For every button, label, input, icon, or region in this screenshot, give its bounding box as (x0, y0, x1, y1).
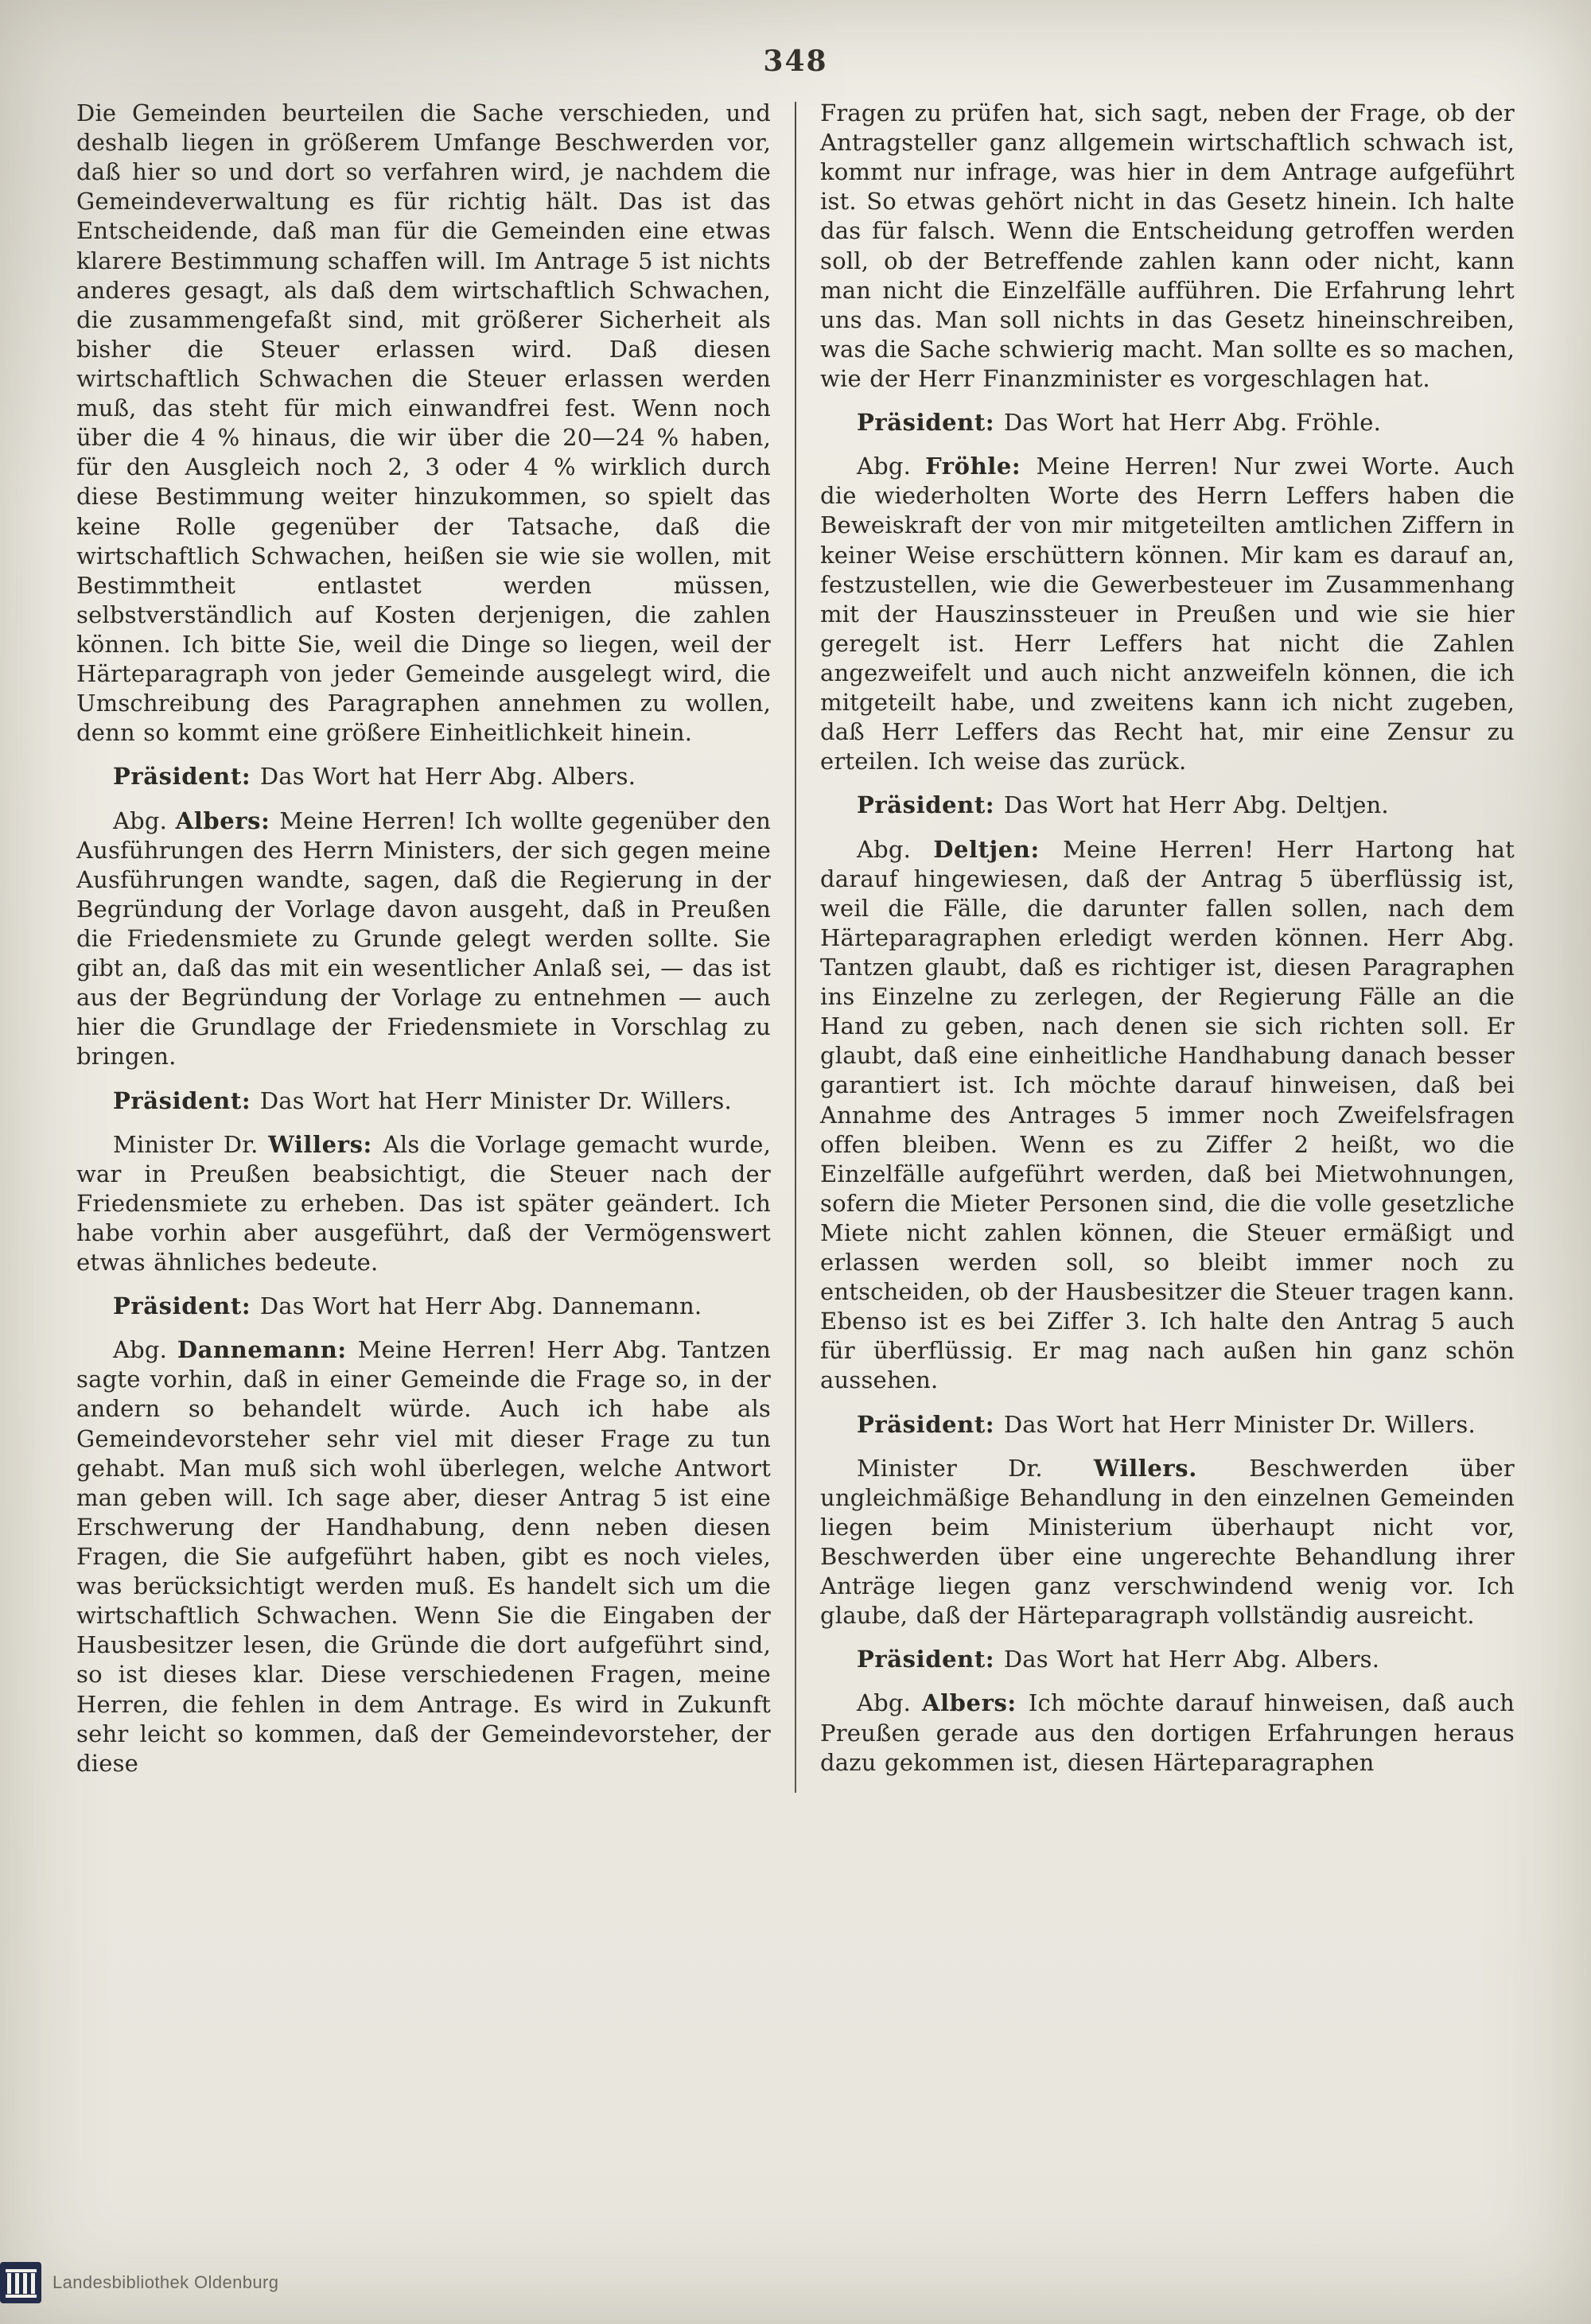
paragraph: Abg. Albers: Ich möchte darauf hinweisen, daß auch Preußen gerade aus den dortigen Erfahrungen heraus dazu gekommen ist, diesen Härteparagraphen (820, 1689, 1515, 1776)
paragraph: Präsident: Das Wort hat Herr Abg. Dannemann. (113, 1292, 702, 1320)
speaker-name: Präsident: (857, 409, 1004, 437)
speaker-name: Präsident: (857, 1410, 1004, 1438)
paragraph: Präsident: Das Wort hat Herr Abg. Fröhle. (857, 409, 1382, 437)
speaker-name: Fröhle: (925, 453, 1037, 480)
paragraph: Abg. Fröhle: Meine Herren! Nur zwei Worte. Auch die wiederholten Worte des Herrn Leffers haben die Beweiskraft der von mir mitgeteilten amtlichen Ziffern in keiner Weise erschüttern können. Mir kam es darauf an, festzustellen, wie die Gewerbesteuer im Zusammenhang mit der Hauszinssteuer in Preußen und wie sie hier geregelt ist. Herr Leffers hat nicht die Zahlen angezweifelt und auch nicht anzweifeln können, die ich mitgeteilt habe, und zweitens kann ich nicht zugeben, daß Herr Leffers das Recht hat, mir eine Zensur zu erteilen. Ich weise das zurück. (820, 453, 1515, 775)
left-column (76, 99, 771, 1793)
paragraph: Präsident: Das Wort hat Herr Minister Dr. Willers. (113, 1086, 732, 1114)
speaker-name: Deltjen: (933, 835, 1064, 863)
speaker-prefix: Abg. (857, 1689, 922, 1717)
column-divider (795, 102, 796, 1793)
speaker-prefix: Abg. (113, 806, 176, 834)
speaker-name: Präsident: (857, 791, 1004, 819)
speaker-name: Albers: (921, 1689, 1029, 1717)
speaker-prefix: Abg. (857, 835, 934, 863)
paragraph: Abg. Albers: Meine Herren! Ich wollte gegenüber den Ausführungen des Herrn Ministers, der sich gegen meine Ausführungen wandte, sagen, daß die Regierung in der Begründung der Vorlage davon ausgeht, daß in Preußen die Friedensmiete zu Grunde gelegt werden sollte. Sie gibt an, daß das mit ein wesentlicher Anlaß sei, — das ist aus der Begründung der Vorlage zu entnehmen — auch hier die Grundlage der Friedensmiete in Vorschlag zu bringen. (76, 806, 771, 1071)
paragraph: Die Gemeinden beurteilen die Sache verschieden, und deshalb liegen in größerem Umfange Beschwerden vor, daß hier so und dort so verfahren wird, je nachdem die Gemeindeverwaltung es für richtig hält. Das ist das Entscheidende, daß man für die Gemeinden eine etwas klarere Bestimmung schaffen will. Im Antrage 5 ist nichts anderes gesagt, als daß dem wirtschaftlich Schwachen, die zusammengefaßt sind, mit größerer Sicherheit als bisher die Steuer erlassen wird. Daß diesen wirtschaftlich Schwachen die Steuer erlassen werden muß, das steht für mich einwandfrei fest. Wenn noch über die 4 % hinaus, die wir über die 20—24 % haben, für den Ausgleich noch 2, 3 oder 4 % wirklich durch diese Bestimmung weiter hinzukommen, so spielt das keine Rolle gegenüber der Tatsache, daß die wirtschaftlich Schwachen, heißen sie wie sie wollen, mit Bestimmtheit entlastet werden müssen, selbstverständlich auf Kosten derjenigen, die zahlen können. Ich bitte Sie, weil die Dinge so liegen, weil der Härteparagraph von jeder Gemeinde ausgelegt wird, die Umschreibung des Paragraphen annehmen zu wollen, denn so kommt eine größere Einheitlichkeit hinein. (76, 99, 771, 747)
paragraph: Abg. Dannemann: Meine Herren! Herr Abg. Tantzen sagte vorhin, daß in einer Gemeinde die Frage so, in der andern so behandelt würde. Auch ich habe als Gemeindevorsteher sehr viel mit dieser Frage zu tun gehabt. Man muß sich wohl überlegen, welche Antwort man geben will. Ich sage aber, dieser Antrag 5 ist eine Erschwerung der Handhabung, denn neben diesen Fragen, die Sie aufgeführt haben, gibt es noch vieles, was berücksichtigt werden muß. Es handelt sich um die wirtschaftlich Schwachen. Wenn Sie die Eingaben der Hausbesitzer lesen, die Gründe die dort aufgeführt sind, so ist dieses klar. Diese verschiedenen Fragen, meine Herren, die fehlen in dem Antrage. Es wird in Zukunft sehr leicht so kommen, daß der Gemeindevorsteher, der diese (76, 1336, 772, 1777)
right-column (820, 99, 1515, 1793)
paragraph: Präsident: Das Wort hat Herr Abg. Albers. (113, 763, 636, 791)
paragraph: Abg. Deltjen: Meine Herren! Herr Hartong hat darauf hingewiesen, daß der Antrag 5 überflüssig ist, weil die Fälle, die darunter fallen sollen, nach dem Härteparagraphen erledigt werden können. Herr Abg. Tantzen glaubt, daß es richtiger ist, diesen Paragraphen ins Einzelne zu zerlegen, der Regierung Fälle an die Hand zu geben, nach denen sie sich richten soll. Er glaubt, daß eine einheitliche Handhabung danach besser garantiert ist. Ich möchte darauf hinweisen, daß bei Annahme des Antrages 5 immer noch Zweifelsfragen offen bleiben. Wenn es zu Ziffer 2 heißt, wo die Einzelfälle aufgeführt werden, daß bei Mietwohnungen, sofern die Mieter Personen sind, die die volle gesetzliche Miete nicht zahlen können, die Steuer ermäßigt und erlassen werden soll, so bleibt immer noch zu entscheiden, ob der Hausbesitzer die Steuer tragen kann. Ebenso ist es bei Ziffer 3. Ich halte den Antrag 5 auch für überflüssig. Er mag nach außen hin ganz schön aussehen. (820, 835, 1515, 1394)
speaker-name: Albers: (175, 806, 280, 834)
speaker-name: Präsident: (113, 1086, 260, 1114)
speaker-prefix: Abg. (113, 1336, 177, 1364)
speaker-prefix: Minister Dr. (857, 1454, 1094, 1482)
paragraph: Präsident: Das Wort hat Herr Abg. Albers. (857, 1646, 1380, 1673)
paragraph: Fragen zu prüfen hat, sich sagt, neben der Frage, ob der Antragsteller ganz allgemein wirtschaftlich schwach ist, kommt nur infrage, was hier in dem Antrage aufgeführt ist. So etwas gehört nicht in das Gesetz hinein. Ich halte das für falsch. Wenn die Entscheidung getroffen werden soll, ob der Betreffende zahlen kann oder nicht, kann man nicht die Einzelfälle aufführen. Die Erfahrung lehrt uns das. Man soll nichts in das Gesetz hineinschreiben, was die Sache schwierig macht. Man sollte es so machen, wie der Herr Finanzminister es vorgeschlagen hat. (820, 99, 1515, 392)
paragraph: Präsident: Das Wort hat Herr Minister Dr. Willers. (857, 1410, 1476, 1438)
speaker-name: Willers: (268, 1130, 383, 1158)
text-columns (0, 99, 1591, 1793)
paragraph: Minister Dr. Willers. Beschwerden über ungleichmäßige Behandlung in den einzelnen Gemeinden liegen beim Ministerium überhaupt nicht vor, Beschwerden über eine ungerechte Behandlung ihrer Anträge liegen ganz verschwindend wenig vor. Ich glaube, daß der Härteparagraph vollständig ausreicht. (820, 1454, 1515, 1630)
speaker-name: Präsident: (857, 1646, 1004, 1673)
page-number: 348 (763, 45, 828, 78)
paragraph: Präsident: Das Wort hat Herr Abg. Deltjen. (857, 791, 1389, 819)
speaker-name: Präsident: (113, 1292, 260, 1320)
speaker-name: Dannemann: (177, 1336, 358, 1364)
speaker-prefix: Minister Dr. (113, 1130, 269, 1158)
library-stamp (0, 2262, 278, 2303)
speaker-name: Willers. (1093, 1454, 1250, 1482)
library-label: Landesbibliothek Oldenburg (53, 2272, 279, 2292)
speaker-prefix: Abg. (857, 453, 926, 480)
library-logo-icon (0, 2262, 41, 2303)
speaker-name: Präsident: (113, 763, 260, 791)
paragraph: Minister Dr. Willers: Als die Vorlage gemacht wurde, war in Preußen beabsichtigt, die Steuer nach der Friedensmiete zu erheben. Das ist später geändert. Ich habe vorhin aber ausgeführt, daß der Vermögenswert etwas ähnliches bedeute. (76, 1130, 771, 1277)
